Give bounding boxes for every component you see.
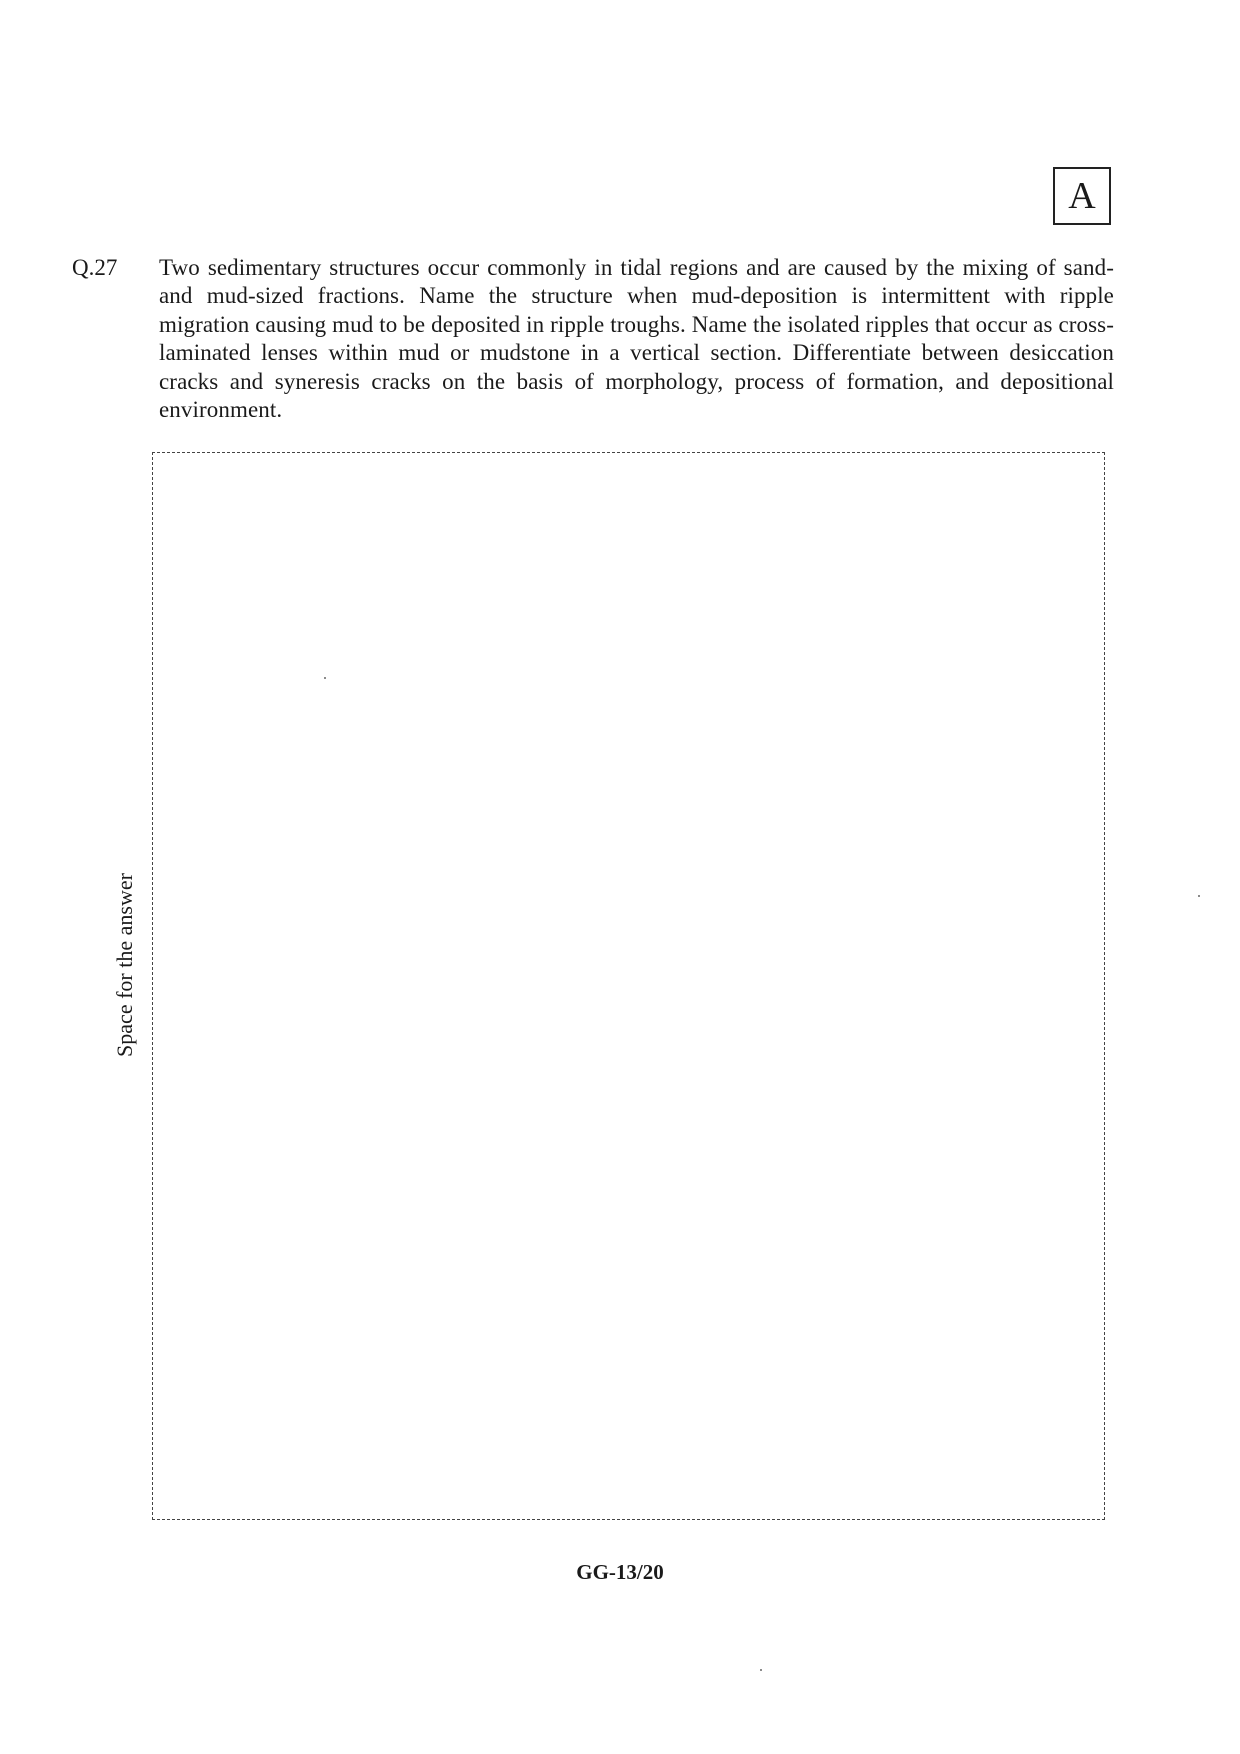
scan-speck — [324, 677, 326, 679]
answer-box[interactable] — [152, 452, 1105, 1520]
page-code: GG-13/20 — [576, 1560, 664, 1584]
question-text: Two sedimentary structures occur commonly in tidal regions and are caused by the mixing of sand- and mud-sized fractions. Name the structure when mud-deposition is intermittent with ripple migration causing mud to be deposited in ripple troughs. Name the isolated ripples that occur as cross-laminated lenses within mud or mudstone in a vertical section. Differentiate between desiccation cracks and syneresis cracks on the basis of morphology, process of formation, and depositional environment. — [159, 255, 1114, 423]
scan-speck — [760, 1669, 762, 1671]
answer-space-label: Space for the answer — [112, 873, 137, 1057]
question-number: Q.27 — [72, 255, 118, 280]
paper-code-box — [1053, 167, 1111, 225]
paper-code-letter: A — [1068, 175, 1096, 217]
scan-speck — [1198, 895, 1200, 897]
